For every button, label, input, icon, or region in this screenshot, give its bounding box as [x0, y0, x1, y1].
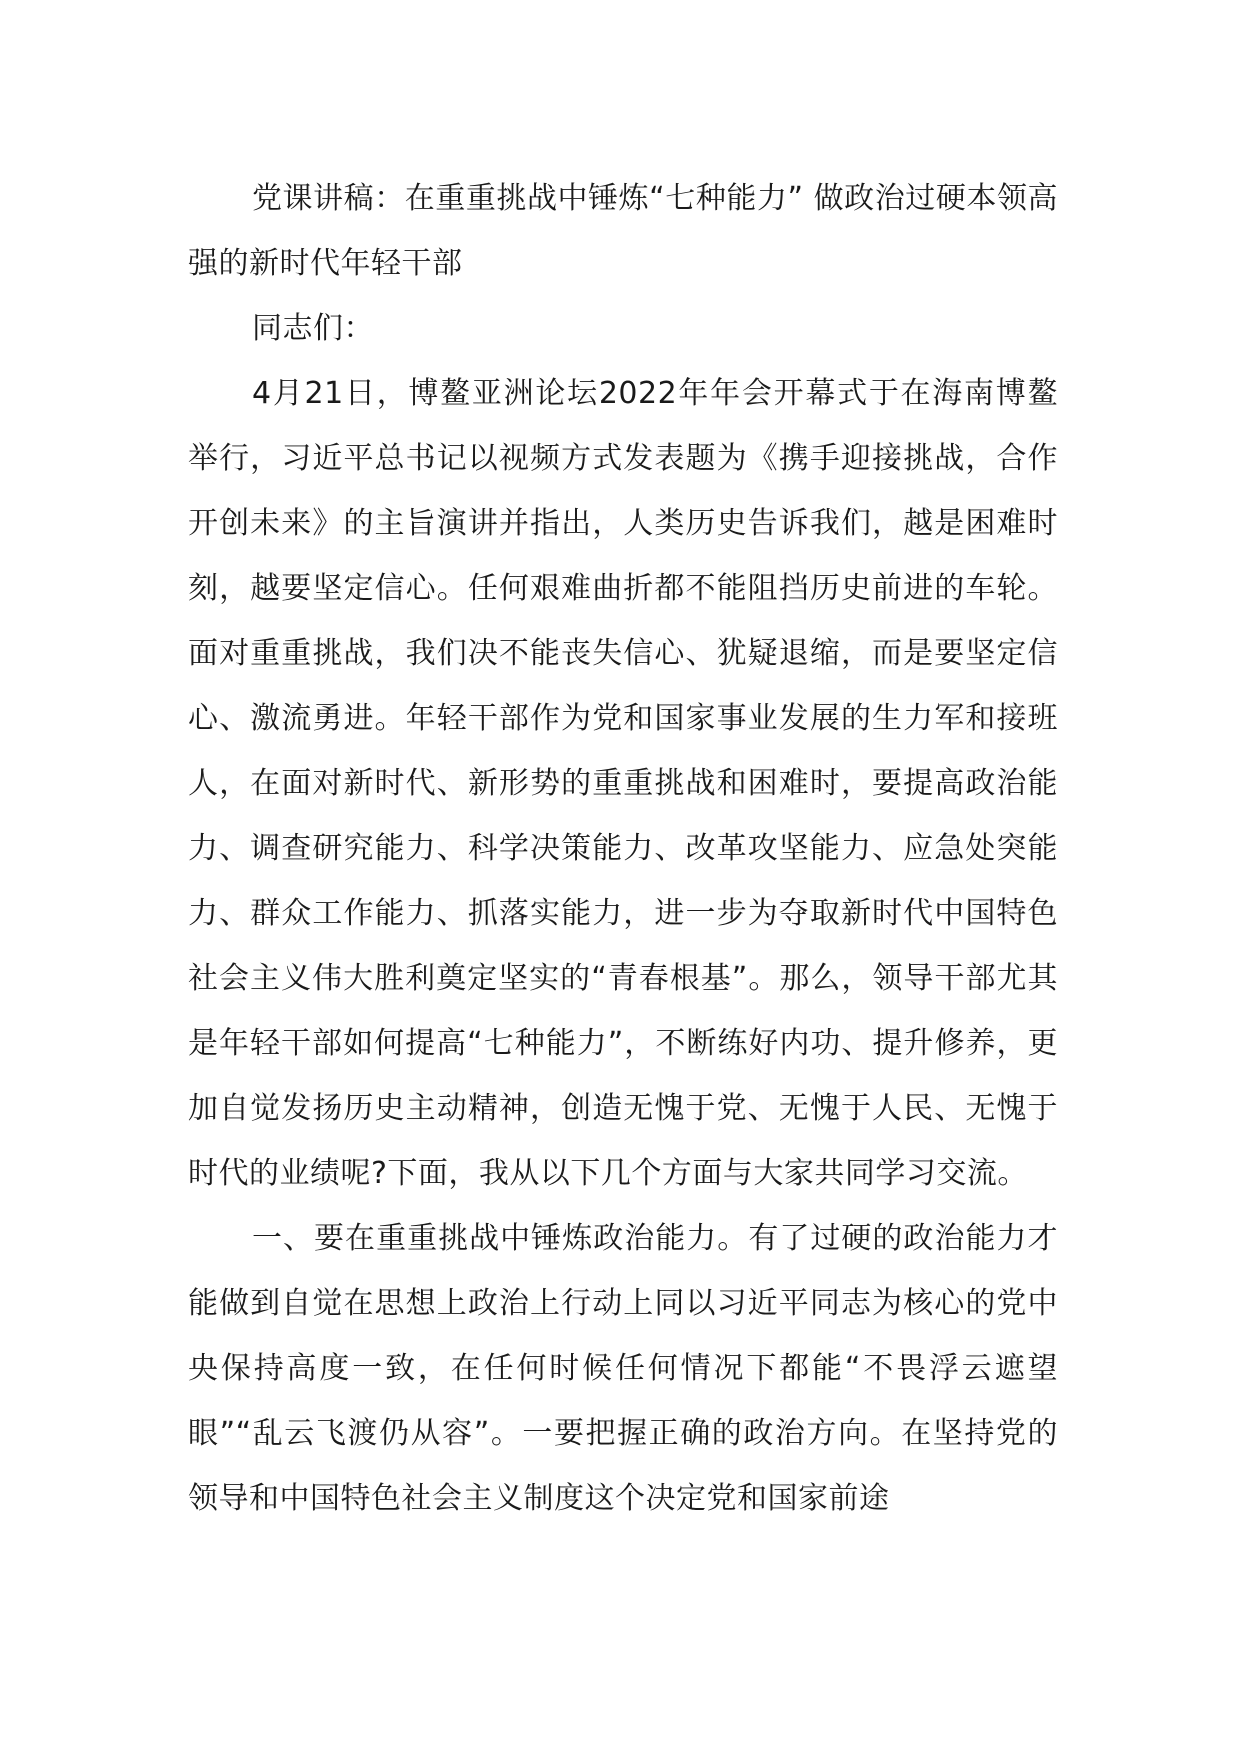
salutation: 同志们：	[252, 311, 374, 346]
document-body	[188, 166, 1058, 1531]
document-title: 党课讲稿：在重重挑战中锤炼“七种能力” 做政治过硬本领高强的新时代年轻干部	[188, 181, 1058, 281]
body-paragraph-2: 一、要在重重挑战中锤炼政治能力。有了过硬的政治能力才能做到自觉在思想上政治上行动上同以习近平同志为核心的党中央保持高度一致，在任何时候任何情况下都能“不畏浮云遮望眼”“乱云飞渡仍从容”。一要把握正确的政治方向。在坚持党的领导和中国特色社会主义制度这个决定党和国家前途	[188, 1221, 1058, 1516]
body-paragraph-1: 4月21日，博鳌亚洲论坛2022年年会开幕式于在海南博鳌举行，习近平总书记以视频方式发表题为《携手迎接挑战，合作开创未来》的主旨演讲并指出，人类历史告诉我们，越是困难时刻，越要坚定信心。任何艰难曲折都不能阻挡历史前进的车轮。面对重重挑战，我们决不能丧失信心、犹疑退缩，而是要坚定信心、激流勇进。年轻干部作为党和国家事业发展的生力军和接班人，在面对新时代、新形势的重重挑战和困难时，要提高政治能力、调查研究能力、科学决策能力、改革攻坚能力、应急处突能力、群众工作能力、抓落实能力，进一步为夺取新时代中国特色社会主义伟大胜利奠定坚实的“青春根基”。那么，领导干部尤其是年轻干部如何提高“七种能力”，不断练好内功、提升修养，更加自觉发扬历史主动精神，创造无愧于党、无愧于人民、无愧于时代的业绩呢?下面，我从以下几个方面与大家共同学习交流。	[188, 376, 1058, 1191]
